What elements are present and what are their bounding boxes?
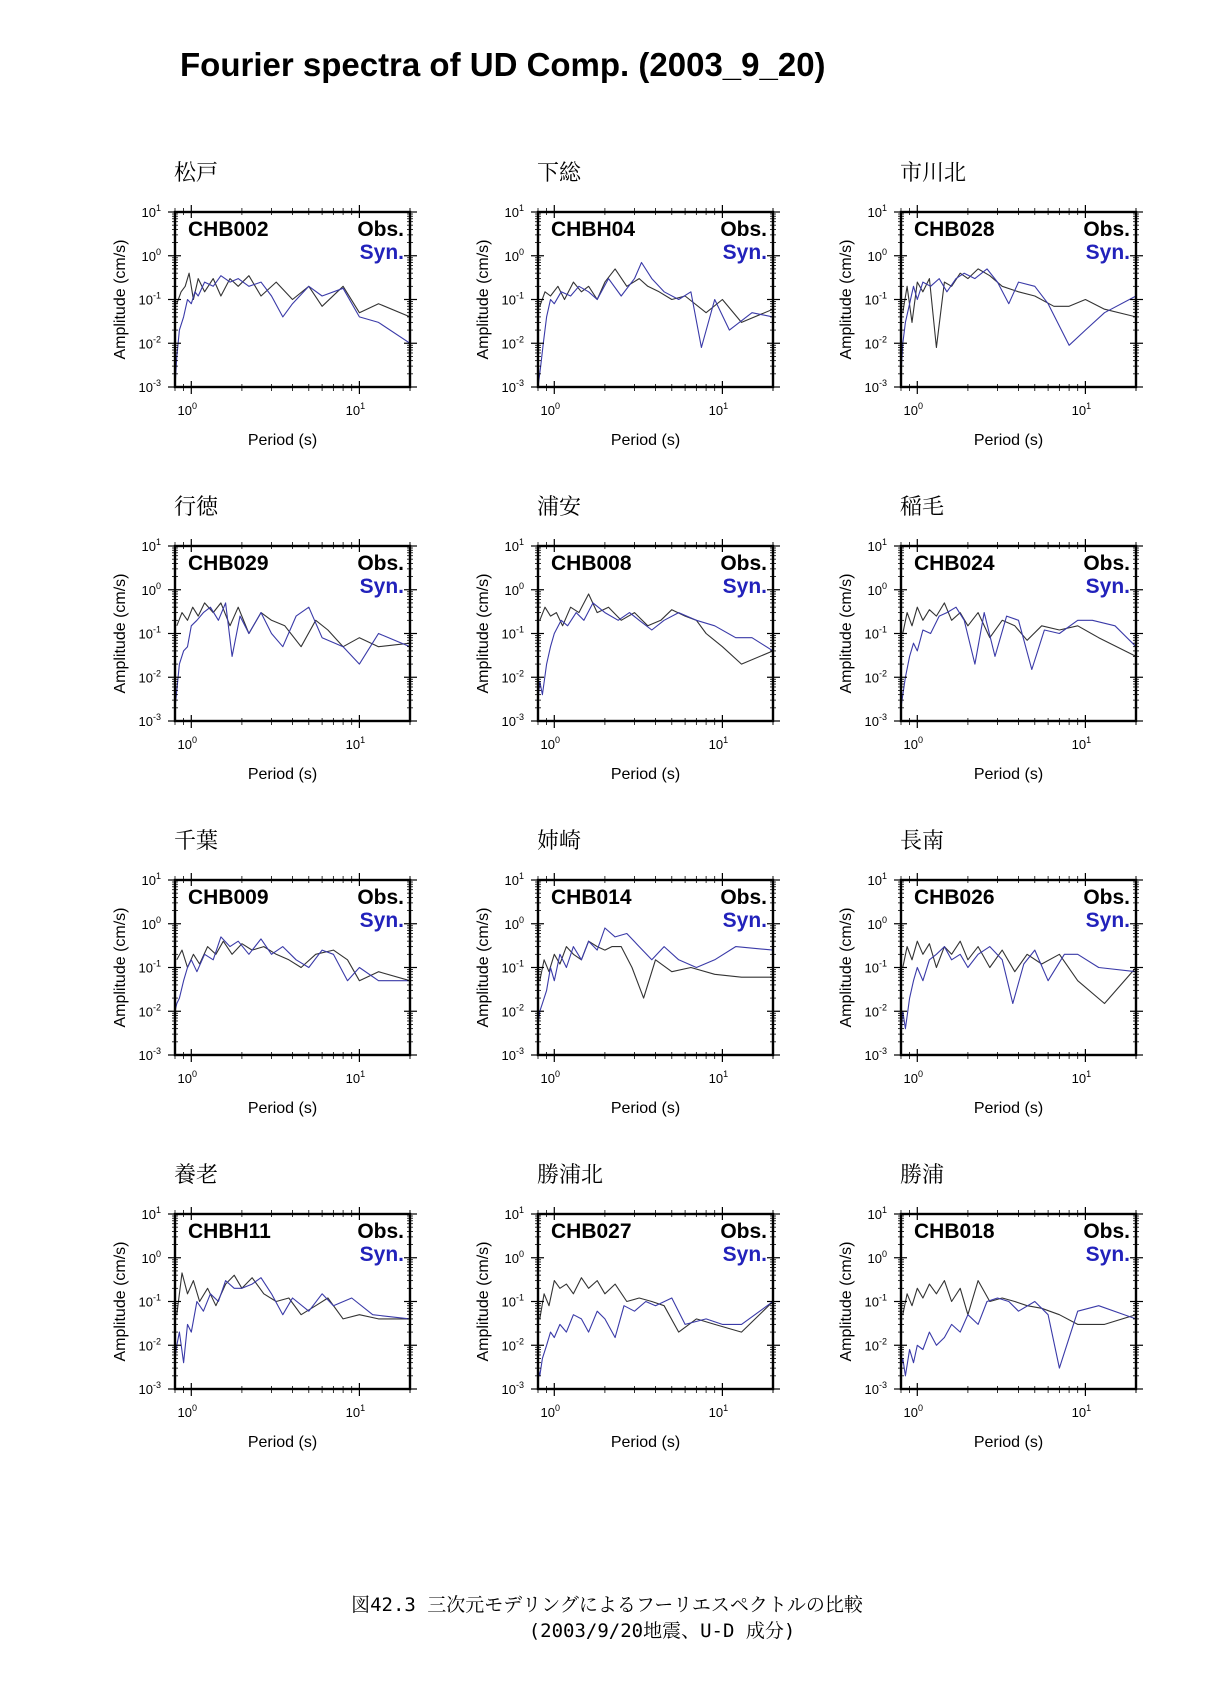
series-line-syn xyxy=(175,937,410,1011)
x-tick-label: $10^0$ xyxy=(177,735,198,752)
series-line-syn xyxy=(901,607,1136,708)
x-tick-label: $10^1$ xyxy=(1071,401,1092,418)
y-tick-label: $10^{-3}$ xyxy=(138,378,161,395)
y-tick-label: $10^1$ xyxy=(504,1205,524,1222)
y-tick-label: $10^{-3}$ xyxy=(138,1046,161,1063)
series-line-syn xyxy=(175,603,410,708)
x-tick-label: $10^0$ xyxy=(540,735,561,752)
y-axis-label: Amplitude (cm/s) xyxy=(112,907,129,1028)
y-tick-label: $10^0$ xyxy=(141,246,161,264)
spectrum-chart xyxy=(60,160,430,470)
y-tick-label: $10^{-3}$ xyxy=(501,1046,524,1063)
legend-syn: Syn. xyxy=(722,241,767,264)
station-name-jp: 養老 xyxy=(174,1163,219,1188)
series-line-obs xyxy=(540,269,773,323)
y-tick-label: $10^{-2}$ xyxy=(864,1002,887,1020)
y-tick-label: $10^{-1}$ xyxy=(501,624,524,642)
legend-syn: Syn. xyxy=(359,909,404,932)
y-tick-label: $10^{-1}$ xyxy=(864,624,887,642)
y-axis-label: Amplitude (cm/s) xyxy=(838,573,855,694)
y-tick-label: $10^{-2}$ xyxy=(501,668,524,686)
x-tick-label: $10^0$ xyxy=(903,1069,924,1086)
y-tick-label: $10^{-1}$ xyxy=(864,1292,887,1310)
chart-panel xyxy=(60,494,430,804)
x-axis-label: Period (s) xyxy=(973,766,1044,783)
legend-syn: Syn. xyxy=(722,1243,767,1266)
y-tick-label: $10^1$ xyxy=(504,537,524,554)
y-tick-label: $10^{-1}$ xyxy=(138,624,161,642)
station-name-jp: 千葉 xyxy=(174,829,219,854)
y-tick-label: $10^{-1}$ xyxy=(864,958,887,976)
x-axis-label: Period (s) xyxy=(973,432,1044,449)
y-tick-label: $10^{-3}$ xyxy=(501,712,524,729)
spectrum-chart xyxy=(423,494,793,804)
y-tick-label: $10^0$ xyxy=(867,246,887,264)
series-line-obs xyxy=(177,1273,410,1319)
y-tick-label: $10^{-2}$ xyxy=(138,668,161,686)
legend-syn: Syn. xyxy=(359,241,404,264)
station-code: CHB029 xyxy=(188,552,269,575)
series-line-obs xyxy=(177,941,410,981)
x-tick-label: $10^1$ xyxy=(708,735,729,752)
y-tick-label: $10^{-2}$ xyxy=(138,1336,161,1354)
station-name-jp: 勝浦 xyxy=(900,1163,945,1188)
x-tick-label: $10^1$ xyxy=(1071,735,1092,752)
x-tick-label: $10^0$ xyxy=(903,401,924,418)
x-axis-label: Period (s) xyxy=(610,432,681,449)
y-tick-label: $10^1$ xyxy=(867,537,887,554)
station-code: CHB018 xyxy=(914,1220,995,1243)
station-name-jp: 稲毛 xyxy=(900,495,945,520)
x-tick-label: $10^1$ xyxy=(345,401,366,418)
chart-panel xyxy=(423,1162,793,1472)
plot-area xyxy=(538,263,773,388)
legend-syn: Syn. xyxy=(1085,575,1130,598)
station-name-jp: 行徳 xyxy=(174,495,219,520)
station-code: CHB008 xyxy=(551,552,632,575)
chart-panel xyxy=(423,494,793,804)
legend-syn: Syn. xyxy=(1085,909,1130,932)
station-code: CHB028 xyxy=(914,218,995,241)
y-axis-label: Amplitude (cm/s) xyxy=(475,239,492,360)
legend-syn: Syn. xyxy=(722,909,767,932)
page-title: Fourier spectra of UD Comp. (2003_9_20) xyxy=(180,46,826,83)
x-tick-label: $10^1$ xyxy=(1071,1069,1092,1086)
y-tick-label: $10^1$ xyxy=(504,203,524,220)
x-axis-label: Period (s) xyxy=(247,1434,318,1451)
legend-obs: Obs. xyxy=(720,1220,767,1243)
legend-obs: Obs. xyxy=(1083,218,1130,241)
chart-panel xyxy=(786,494,1156,804)
legend-obs: Obs. xyxy=(720,552,767,575)
spectrum-chart xyxy=(60,494,430,804)
x-tick-label: $10^1$ xyxy=(708,1069,729,1086)
x-tick-label: $10^1$ xyxy=(708,401,729,418)
y-tick-label: $10^0$ xyxy=(504,246,524,264)
y-tick-label: $10^{-3}$ xyxy=(864,1380,887,1397)
plot-area xyxy=(175,1273,410,1363)
x-axis-label: Period (s) xyxy=(973,1100,1044,1117)
y-tick-label: $10^{-2}$ xyxy=(138,334,161,352)
x-axis-label: Period (s) xyxy=(610,766,681,783)
y-tick-label: $10^{-2}$ xyxy=(864,334,887,352)
y-tick-label: $10^0$ xyxy=(867,580,887,598)
station-code: CHBH04 xyxy=(551,218,636,241)
y-tick-label: $10^{-1}$ xyxy=(138,290,161,308)
station-code: CHB027 xyxy=(551,1220,632,1243)
legend-obs: Obs. xyxy=(357,218,404,241)
y-tick-label: $10^{-2}$ xyxy=(501,334,524,352)
series-line-syn xyxy=(175,276,410,387)
y-tick-label: $10^1$ xyxy=(504,871,524,888)
x-tick-label: $10^1$ xyxy=(1071,1403,1092,1420)
station-code: CHBH11 xyxy=(188,1220,271,1243)
station-name-jp: 下総 xyxy=(537,161,582,186)
series-line-syn xyxy=(901,1298,1136,1376)
y-tick-label: $10^{-1}$ xyxy=(501,1292,524,1310)
y-tick-label: $10^{-1}$ xyxy=(864,290,887,308)
station-code: CHB014 xyxy=(551,886,632,909)
caption-line-1: 図42.3 三次元モデリングによるフーリエスペクトルの比較 xyxy=(351,1594,863,1616)
station-code: CHB024 xyxy=(914,552,995,575)
plot-area xyxy=(538,928,773,1024)
plot-area xyxy=(901,269,1136,374)
x-tick-label: $10^1$ xyxy=(345,1403,366,1420)
chart-panel xyxy=(423,160,793,470)
spectrum-chart xyxy=(423,160,793,470)
series-line-syn xyxy=(538,603,773,700)
y-tick-label: $10^0$ xyxy=(504,914,524,932)
series-line-obs xyxy=(903,1281,1136,1325)
y-tick-label: $10^{-1}$ xyxy=(138,1292,161,1310)
y-tick-label: $10^0$ xyxy=(141,580,161,598)
plot-area xyxy=(538,594,773,700)
plot-area xyxy=(901,1281,1136,1376)
station-code: CHB009 xyxy=(188,886,269,909)
y-tick-label: $10^{-2}$ xyxy=(501,1002,524,1020)
y-tick-label: $10^{-2}$ xyxy=(501,1336,524,1354)
plot-area xyxy=(175,273,410,387)
x-axis-label: Period (s) xyxy=(247,432,318,449)
y-axis-label: Amplitude (cm/s) xyxy=(475,1241,492,1362)
y-tick-label: $10^{-1}$ xyxy=(501,958,524,976)
y-tick-label: $10^{-2}$ xyxy=(864,1336,887,1354)
y-tick-label: $10^1$ xyxy=(141,537,161,554)
legend-obs: Obs. xyxy=(357,886,404,909)
station-name-jp: 勝浦北 xyxy=(537,1163,604,1188)
x-tick-label: $10^0$ xyxy=(540,1069,561,1086)
chart-panel xyxy=(423,828,793,1138)
y-tick-label: $10^0$ xyxy=(867,914,887,932)
legend-syn: Syn. xyxy=(1085,1243,1130,1266)
series-line-obs xyxy=(903,941,1136,1003)
spectrum-chart xyxy=(786,1162,1156,1472)
x-tick-label: $10^1$ xyxy=(708,1403,729,1420)
series-line-syn xyxy=(901,269,1136,374)
x-tick-label: $10^1$ xyxy=(345,735,366,752)
figure-caption xyxy=(0,1592,1214,1644)
legend-syn: Syn. xyxy=(359,1243,404,1266)
y-tick-label: $10^0$ xyxy=(141,1248,161,1266)
station-code: CHB002 xyxy=(188,218,269,241)
y-tick-label: $10^{-3}$ xyxy=(864,1046,887,1063)
spectrum-chart xyxy=(60,828,430,1138)
x-tick-label: $10^0$ xyxy=(177,1403,198,1420)
y-tick-label: $10^{-3}$ xyxy=(138,1380,161,1397)
spectrum-chart xyxy=(786,494,1156,804)
x-tick-label: $10^0$ xyxy=(903,735,924,752)
y-tick-label: $10^1$ xyxy=(141,871,161,888)
y-tick-label: $10^0$ xyxy=(867,1248,887,1266)
x-tick-label: $10^0$ xyxy=(903,1403,924,1420)
legend-obs: Obs. xyxy=(720,218,767,241)
series-line-syn xyxy=(175,1278,410,1363)
plot-area xyxy=(901,603,1136,708)
station-name-jp: 姉崎 xyxy=(537,829,582,854)
chart-panel xyxy=(60,1162,430,1472)
x-tick-label: $10^0$ xyxy=(540,1403,561,1420)
y-tick-label: $10^{-3}$ xyxy=(501,378,524,395)
y-axis-label: Amplitude (cm/s) xyxy=(112,1241,129,1362)
plot-area xyxy=(175,937,410,1011)
series-line-syn xyxy=(538,1298,773,1376)
legend-obs: Obs. xyxy=(720,886,767,909)
chart-panel xyxy=(786,1162,1156,1472)
station-name-jp: 長南 xyxy=(900,829,945,854)
x-axis-label: Period (s) xyxy=(973,1434,1044,1451)
y-tick-label: $10^{-2}$ xyxy=(138,1002,161,1020)
y-axis-label: Amplitude (cm/s) xyxy=(475,907,492,1028)
x-tick-label: $10^0$ xyxy=(177,1069,198,1086)
plot-area xyxy=(901,941,1136,1034)
y-tick-label: $10^{-3}$ xyxy=(501,1380,524,1397)
y-axis-label: Amplitude (cm/s) xyxy=(838,907,855,1028)
legend-obs: Obs. xyxy=(357,552,404,575)
y-tick-label: $10^0$ xyxy=(141,914,161,932)
x-tick-label: $10^0$ xyxy=(540,401,561,418)
spectrum-chart xyxy=(60,1162,430,1472)
plot-area xyxy=(538,1278,773,1376)
spectrum-chart xyxy=(786,160,1156,470)
y-axis-label: Amplitude (cm/s) xyxy=(475,573,492,694)
x-tick-label: $10^0$ xyxy=(177,401,198,418)
series-line-obs xyxy=(540,594,773,664)
y-tick-label: $10^1$ xyxy=(141,1205,161,1222)
series-line-obs xyxy=(903,603,1136,657)
legend-syn: Syn. xyxy=(1085,241,1130,264)
y-tick-label: $10^0$ xyxy=(504,580,524,598)
chart-panel xyxy=(60,828,430,1138)
legend-obs: Obs. xyxy=(357,1220,404,1243)
y-tick-label: $10^1$ xyxy=(867,1205,887,1222)
station-name-jp: 松戸 xyxy=(174,161,219,186)
spectrum-chart xyxy=(786,828,1156,1138)
y-tick-label: $10^{-3}$ xyxy=(138,712,161,729)
y-axis-label: Amplitude (cm/s) xyxy=(838,239,855,360)
y-axis-label: Amplitude (cm/s) xyxy=(838,1241,855,1362)
station-name-jp: 浦安 xyxy=(537,495,582,520)
caption-line-2: (2003/9/20地震、U-D 成分) xyxy=(528,1620,796,1642)
chart-panel xyxy=(786,828,1156,1138)
spectrum-chart xyxy=(423,828,793,1138)
series-line-syn xyxy=(901,947,1136,1035)
x-axis-label: Period (s) xyxy=(610,1100,681,1117)
series-line-obs xyxy=(903,269,1136,348)
y-tick-label: $10^0$ xyxy=(504,1248,524,1266)
chart-panel xyxy=(786,160,1156,470)
station-code: CHB026 xyxy=(914,886,995,909)
legend-syn: Syn. xyxy=(722,575,767,598)
x-axis-label: Period (s) xyxy=(247,1100,318,1117)
x-axis-label: Period (s) xyxy=(610,1434,681,1451)
y-tick-label: $10^{-3}$ xyxy=(864,712,887,729)
legend-obs: Obs. xyxy=(1083,552,1130,575)
spectrum-chart xyxy=(423,1162,793,1472)
legend-syn: Syn. xyxy=(359,575,404,598)
y-axis-label: Amplitude (cm/s) xyxy=(112,239,129,360)
station-name-jp: 市川北 xyxy=(900,161,967,186)
series-line-obs xyxy=(177,273,410,317)
series-line-syn xyxy=(538,263,773,388)
y-tick-label: $10^{-2}$ xyxy=(864,668,887,686)
y-tick-label: $10^1$ xyxy=(141,203,161,220)
series-line-syn xyxy=(538,928,773,1024)
plot-area xyxy=(175,603,410,708)
y-axis-label: Amplitude (cm/s) xyxy=(112,573,129,694)
x-axis-label: Period (s) xyxy=(247,766,318,783)
legend-obs: Obs. xyxy=(1083,1220,1130,1243)
y-tick-label: $10^{-1}$ xyxy=(501,290,524,308)
y-tick-label: $10^{-1}$ xyxy=(138,958,161,976)
legend-obs: Obs. xyxy=(1083,886,1130,909)
y-tick-label: $10^1$ xyxy=(867,203,887,220)
y-tick-label: $10^{-3}$ xyxy=(864,378,887,395)
x-tick-label: $10^1$ xyxy=(345,1069,366,1086)
y-tick-label: $10^1$ xyxy=(867,871,887,888)
chart-panel xyxy=(60,160,430,470)
